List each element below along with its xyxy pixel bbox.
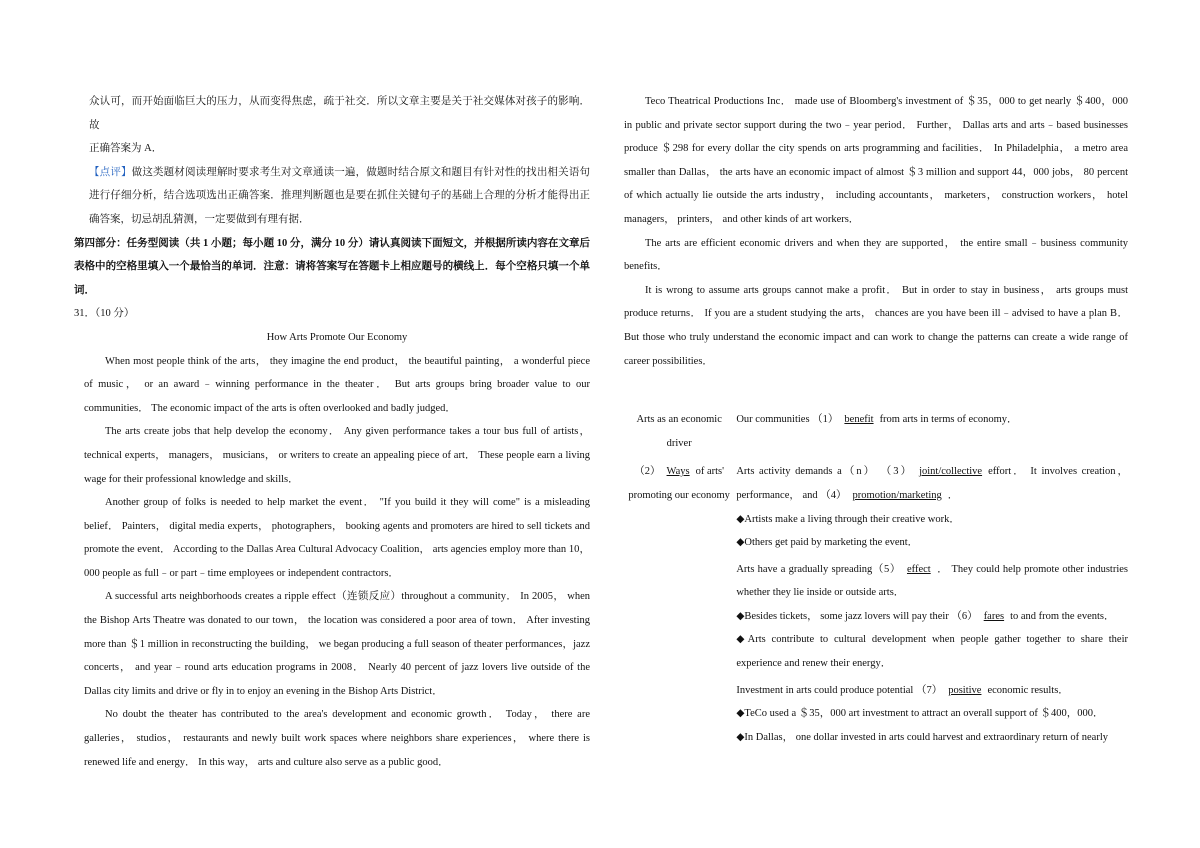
explanation-line-2: 正确答案为 A． <box>89 143 163 155</box>
answer-blank-5: effect <box>906 563 931 575</box>
answer-blank-7: positive <box>948 684 982 696</box>
row-content: Our communities （1） benefit from arts in terms of economy． <box>736 414 1018 426</box>
answer-blank-2: Ways <box>666 466 690 478</box>
question-number: 31．（10 分） <box>74 308 135 320</box>
row-heading: （2） Ways of arts' promoting our economy <box>628 466 730 501</box>
article-paragraph: When most people think of the arts， they imagine the end product， the beautiful painting， a wonderful piece of music， or an award﹣winning performance in the theater． But arts groups bring broader value to our communities． The economic impact of the arts is often overlooked and badly judged． <box>84 355 590 414</box>
table-row <box>624 408 1128 455</box>
bullet-item: ◆Artists make a living through their creative work． <box>736 513 960 525</box>
summary-table <box>624 408 1128 749</box>
bullet-item: ◆Arts contribute to cultural development when people gather together to share their experience and renew their energy． <box>736 634 1128 670</box>
article-paragraph: Another group of folks is needed to help market the event． "If you build it they will come" is a misleading belief． Painters， digital media experts， photographers， booking agents and promoters are hired to sell tickets and promote the event． According to the Dallas Area Cultural Advocacy Coalition， arts agencies employ more than 10，000 people as full﹣or part﹣time employees or independent contractors． <box>84 497 590 579</box>
comment-tag: 【点评】 <box>89 166 132 178</box>
article-paragraph: The arts create jobs that help develop the economy． Any given performance takes a tour bus full of artists，technical experts， managers， musicians， or writers to create an appealing piece of art． These people earn a living wage for their professional knowledge and skills． <box>84 426 590 485</box>
answer-blank-1: benefit <box>844 414 874 426</box>
article-paragraph: No doubt the theater has contributed to the area's development and economic growth． Today， there are galleries， studios， restaurants and newly built work spaces where neighbors share experiences， where there is renewed life and energy． In this way， arts and culture also serve as a public good． <box>84 709 590 768</box>
article-paragraph: A successful arts neighborhoods creates a ripple effect（连锁反应）throughout a community． In 2005， when the Bishop Arts Theatre was donated to our town， the location was considered a poor area of town． After investing more than ＄1 million in reconstructing the building， we began producing a full season of theater performances，jazz concerts， and year﹣round arts education programs in 2008． Nearly 40 percent of jazz lovers live outside of the Dallas city limits and drive or fly in to enjoy an evening in the Bishop Arts District． <box>84 591 590 697</box>
row-heading: Arts as an economic driver <box>636 414 722 449</box>
article-paragraph: It is wrong to assume arts groups cannot make a profit． But in order to stay in business， arts groups must produce returns． If you are a student studying the arts， chances are you have been ill﹣advised to have a plan B． But those who truly understand the economic impact and can work to change the patterns can create a wide range of career possibilities． <box>624 284 1128 367</box>
explanation-line-1: 众认可，而开始面临巨大的压力，从而变得焦虑，疏于社交．所以文章主要是关于社交媒体对孩子的影响．故 <box>89 96 590 131</box>
answer-blank-3: joint/collective <box>919 466 983 478</box>
left-column <box>74 90 591 774</box>
answer-blank-4: promotion/marketing <box>852 489 942 501</box>
part4-instructions: 第四部分：任务型阅读（共 1 小题；每小题 10 分，满分 10 分）请认真阅读下面短文，并根据所读内容在文章后表格中的空格里填入一个最恰当的单词．注意：请将答案写在答题卡上相应题号的横线上．每个空格只填一个单词． <box>74 237 590 296</box>
bullet-item: ◆TeCo used a ＄35，000 art investment to attract an overall support of ＄400，000． <box>736 708 1104 720</box>
article-paragraph: The arts are efficient economic drivers and when they are supported， the entire small﹣business community benefits． <box>624 237 1128 273</box>
table-row <box>624 460 1128 749</box>
article-title: How Arts Promote Our Economy <box>266 331 408 343</box>
article-paragraph: Teco Theatrical Productions Inc． made use of Bloomberg's investment of ＄35，000 to get nearly ＄400，000 in public and private sector support during the two﹣year period． Further， Dallas arts and arts﹣based businesses produce ＄298 for every dollar the city spends on arts programming and facilities． In Philadelphia， a metro area smaller than Dallas， the arts have an economic impact of almost ＄3 million and support 44，000 jobs， 80 percent of which actually lie outside the arts industry， including accountants， marketers， construction workers， hotel managers， printers， and other kinds of art workers． <box>624 96 1128 225</box>
comment-text: 做这类题材阅读理解时要求考生对文章通读一遍，做题时结合原文和题目有针对性的找出相关语句进行仔细分析，结合选项选出正确答案．推理判断题也是要在抓住关键句子的基础上合理的分析才能得出正确答案，切忌胡乱猜测，一定要做到有理有据． <box>89 166 591 225</box>
row-content: Arts activity demands a（n） （3） joint/collective effort． It involves creation，performance， and （4） promotion/marketing ． ◆Artists make a living through their creative work． ◆Others get paid by marketing the event． Arts have a gradually spreading（5） effect ． They could help promote other industries whether they lie inside or outside arts． ◆Besides tickets， some jazz lovers will pay their （6） fares to and from the events． ◆Arts contribute to cultural development when people gather together to share their experience and renew their energy． Investment in arts could produce potential （7） positive economic results． ◆TeCo used a ＄35，000 art investment to attract an overall support of ＄400，000． ◆In Dallas， one dollar invested in arts could harvest and extraordinary return of nearly <box>734 460 1128 749</box>
answer-blank-6: fares <box>983 610 1005 622</box>
bullet-item: ◆Others get paid by marketing the event． <box>736 537 919 549</box>
right-column <box>624 90 1128 749</box>
bullet-item: ◆In Dallas， one dollar invested in arts could harvest and extraordinary return of nearly <box>736 731 1108 743</box>
comment-paragraph <box>84 161 590 232</box>
